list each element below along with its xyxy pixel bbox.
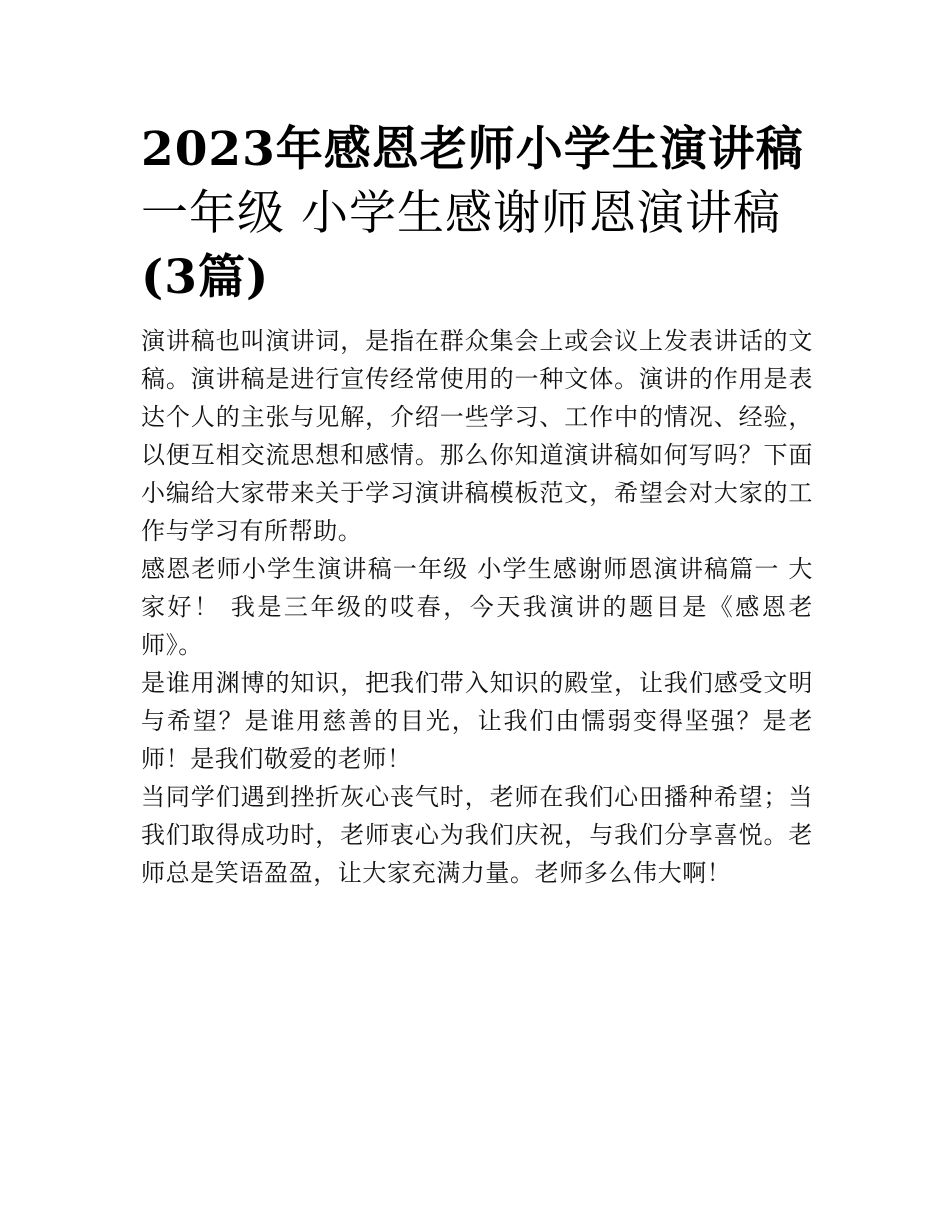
document-title [141,118,813,310]
title-line-2: 一年级 小学生感谢师恩演讲稿 [141,186,781,241]
intro-paragraph: 演讲稿也叫演讲词，是指在群众集会上或会议上发表讲话的文稿。演讲稿是进行宣传经常使用的一种文体。演讲的作用是表达个人的主张与见解，介绍一些学习、工作中的情况、经验，以便互相交流思想和感情。那么你知道演讲稿如何写吗？下面小编给大家带来关于学习演讲稿模板范文，希望会对大家的工作与学习有所帮助。 [141,327,813,545]
body-paragraph: 是谁用渊博的知识，把我们带入知识的殿堂，让我们感受文明与希望？是谁用慈善的目光，让我们由懦弱变得坚强？是老师！是我们敬爱的老师！ [141,669,813,773]
speech-heading-paragraph: 感恩老师小学生演讲稿一年级 小学生感谢师恩演讲稿篇一 大家好！ 我是三年级的哎春，今天我演讲的题目是《感恩老师》。 [141,555,813,659]
document-body [141,322,813,892]
title-line-1: 2023年感恩老师小学生演讲稿 [141,122,804,177]
title-line-3: (3篇) [141,250,270,305]
body-paragraph: 当同学们遇到挫折灰心丧气时，老师在我们心田播种希望；当我们取得成功时，老师衷心为我们庆祝，与我们分享喜悦。老师总是笑语盈盈，让大家充满力量。老师多么伟大啊！ [141,783,813,887]
document-content [141,118,813,892]
